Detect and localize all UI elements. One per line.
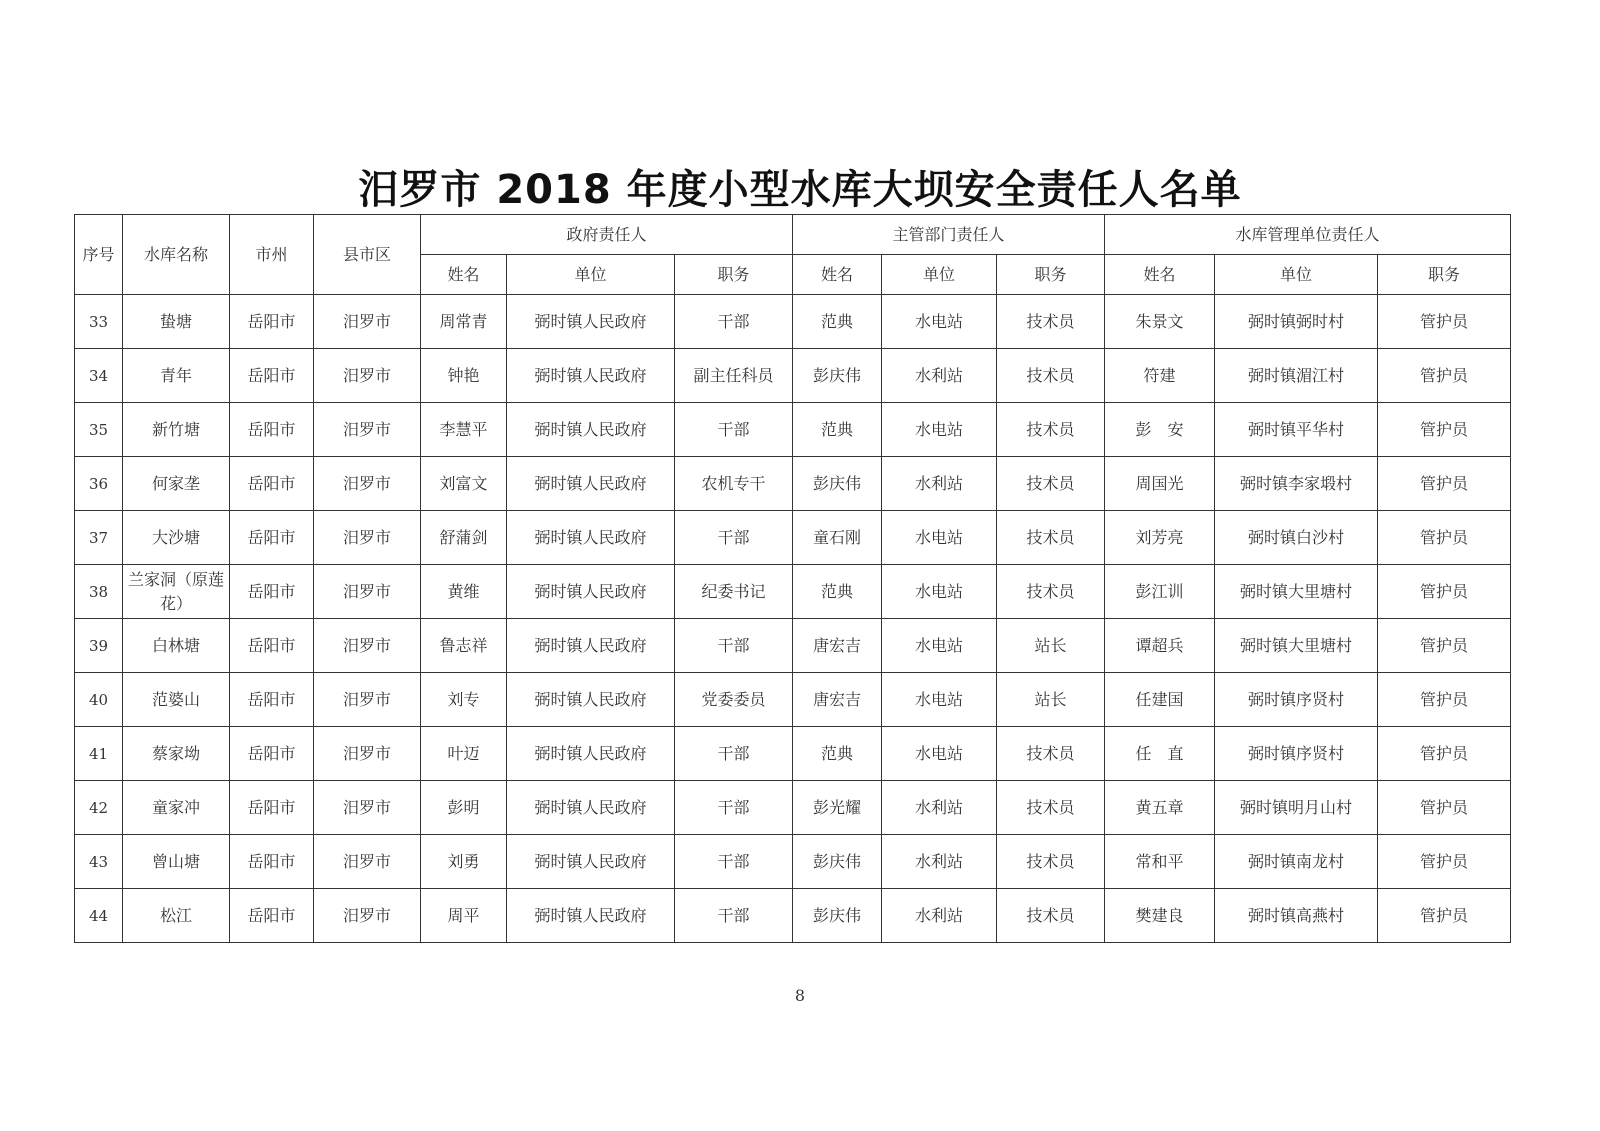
- cell-dept-name: 唐宏吉: [793, 673, 882, 727]
- cell-mgmt-unit: 弼时镇白沙村: [1215, 511, 1378, 565]
- cell-mgmt-unit: 弼时镇李家塅村: [1215, 457, 1378, 511]
- header-group-management: 水库管理单位责任人: [1105, 215, 1511, 255]
- cell-mgmt-name: 谭超兵: [1105, 619, 1215, 673]
- header-dept-unit: 单位: [882, 255, 997, 295]
- cell-county: 汨罗市: [314, 349, 421, 403]
- cell-county: 汨罗市: [314, 565, 421, 619]
- cell-county: 汨罗市: [314, 511, 421, 565]
- header-seq: 序号: [75, 215, 123, 295]
- cell-dept-post: 技术员: [997, 835, 1105, 889]
- cell-seq: 43: [75, 835, 123, 889]
- cell-dept-name: 彭庆伟: [793, 349, 882, 403]
- cell-gov-name: 周常青: [421, 295, 507, 349]
- header-prefecture: 市州: [230, 215, 314, 295]
- cell-mgmt-name: 刘芳亮: [1105, 511, 1215, 565]
- cell-prefecture: 岳阳市: [230, 295, 314, 349]
- cell-dept-unit: 水电站: [882, 673, 997, 727]
- cell-gov-unit: 弼时镇人民政府: [507, 889, 675, 943]
- cell-dept-name: 彭庆伟: [793, 835, 882, 889]
- cell-dept-name: 范典: [793, 565, 882, 619]
- table-row: [75, 349, 1511, 403]
- header-reservoir: 水库名称: [123, 215, 230, 295]
- cell-gov-unit: 弼时镇人民政府: [507, 727, 675, 781]
- cell-county: 汨罗市: [314, 403, 421, 457]
- cell-mgmt-name: 彭江训: [1105, 565, 1215, 619]
- cell-seq: 39: [75, 619, 123, 673]
- cell-mgmt-unit: 弼时镇平华村: [1215, 403, 1378, 457]
- cell-gov-post: 干部: [675, 835, 793, 889]
- cell-gov-unit: 弼时镇人民政府: [507, 349, 675, 403]
- cell-dept-name: 童石刚: [793, 511, 882, 565]
- cell-dept-name: 范典: [793, 403, 882, 457]
- cell-mgmt-post: 管护员: [1378, 403, 1511, 457]
- cell-reservoir: 松江: [123, 889, 230, 943]
- cell-mgmt-name: 黄五章: [1105, 781, 1215, 835]
- table-row: [75, 565, 1511, 619]
- cell-dept-unit: 水利站: [882, 889, 997, 943]
- cell-prefecture: 岳阳市: [230, 619, 314, 673]
- table-row: [75, 835, 1511, 889]
- cell-gov-unit: 弼时镇人民政府: [507, 565, 675, 619]
- cell-dept-name: 范典: [793, 727, 882, 781]
- cell-dept-post: 技术员: [997, 889, 1105, 943]
- cell-gov-post: 干部: [675, 511, 793, 565]
- cell-mgmt-name: 常和平: [1105, 835, 1215, 889]
- cell-dept-post: 技术员: [997, 781, 1105, 835]
- cell-dept-unit: 水电站: [882, 403, 997, 457]
- cell-county: 汨罗市: [314, 295, 421, 349]
- cell-gov-name: 黄维: [421, 565, 507, 619]
- cell-seq: 38: [75, 565, 123, 619]
- cell-mgmt-name: 樊建良: [1105, 889, 1215, 943]
- cell-dept-name: 唐宏吉: [793, 619, 882, 673]
- cell-dept-unit: 水利站: [882, 349, 997, 403]
- cell-mgmt-post: 管护员: [1378, 349, 1511, 403]
- cell-mgmt-post: 管护员: [1378, 727, 1511, 781]
- cell-prefecture: 岳阳市: [230, 889, 314, 943]
- cell-reservoir: 新竹塘: [123, 403, 230, 457]
- cell-prefecture: 岳阳市: [230, 403, 314, 457]
- cell-gov-post: 干部: [675, 619, 793, 673]
- header-mgmt-unit: 单位: [1215, 255, 1378, 295]
- cell-dept-name: 彭庆伟: [793, 889, 882, 943]
- cell-seq: 35: [75, 403, 123, 457]
- header-gov-unit: 单位: [507, 255, 675, 295]
- cell-prefecture: 岳阳市: [230, 457, 314, 511]
- cell-seq: 34: [75, 349, 123, 403]
- cell-reservoir: 何家垄: [123, 457, 230, 511]
- cell-mgmt-unit: 弼时镇大里塘村: [1215, 565, 1378, 619]
- cell-mgmt-name: 朱景文: [1105, 295, 1215, 349]
- cell-gov-name: 叶迈: [421, 727, 507, 781]
- cell-mgmt-unit: 弼时镇弼时村: [1215, 295, 1378, 349]
- cell-gov-name: 彭明: [421, 781, 507, 835]
- cell-gov-name: 周平: [421, 889, 507, 943]
- table-row: [75, 673, 1511, 727]
- cell-gov-name: 刘富文: [421, 457, 507, 511]
- cell-county: 汨罗市: [314, 457, 421, 511]
- cell-mgmt-unit: 弼时镇明月山村: [1215, 781, 1378, 835]
- cell-gov-name: 钟艳: [421, 349, 507, 403]
- header-gov-name: 姓名: [421, 255, 507, 295]
- cell-gov-post: 干部: [675, 403, 793, 457]
- table-row: [75, 457, 1511, 511]
- responsibility-table: [74, 214, 1511, 943]
- cell-gov-name: 李慧平: [421, 403, 507, 457]
- cell-reservoir: 曾山塘: [123, 835, 230, 889]
- cell-county: 汨罗市: [314, 673, 421, 727]
- cell-dept-post: 技术员: [997, 349, 1105, 403]
- cell-dept-name: 彭庆伟: [793, 457, 882, 511]
- cell-reservoir: 童家冲: [123, 781, 230, 835]
- cell-dept-post: 技术员: [997, 565, 1105, 619]
- cell-gov-unit: 弼时镇人民政府: [507, 295, 675, 349]
- cell-dept-unit: 水电站: [882, 511, 997, 565]
- cell-dept-post: 站长: [997, 673, 1105, 727]
- table-header: [75, 215, 1511, 295]
- header-group-government: 政府责任人: [421, 215, 793, 255]
- cell-gov-unit: 弼时镇人民政府: [507, 457, 675, 511]
- cell-dept-post: 技术员: [997, 403, 1105, 457]
- cell-seq: 36: [75, 457, 123, 511]
- cell-gov-name: 鲁志祥: [421, 619, 507, 673]
- cell-mgmt-post: 管护员: [1378, 295, 1511, 349]
- cell-dept-name: 彭光耀: [793, 781, 882, 835]
- cell-county: 汨罗市: [314, 781, 421, 835]
- cell-gov-unit: 弼时镇人民政府: [507, 619, 675, 673]
- cell-mgmt-name: 彭 安: [1105, 403, 1215, 457]
- header-gov-post: 职务: [675, 255, 793, 295]
- cell-prefecture: 岳阳市: [230, 727, 314, 781]
- cell-mgmt-unit: 弼时镇大里塘村: [1215, 619, 1378, 673]
- cell-gov-post: 干部: [675, 727, 793, 781]
- cell-mgmt-unit: 弼时镇南龙村: [1215, 835, 1378, 889]
- table-row: [75, 781, 1511, 835]
- cell-dept-post: 技术员: [997, 511, 1105, 565]
- cell-county: 汨罗市: [314, 835, 421, 889]
- cell-seq: 33: [75, 295, 123, 349]
- cell-mgmt-unit: 弼时镇序贤村: [1215, 727, 1378, 781]
- cell-mgmt-name: 任建国: [1105, 673, 1215, 727]
- header-mgmt-post: 职务: [1378, 255, 1511, 295]
- cell-mgmt-unit: 弼时镇湄江村: [1215, 349, 1378, 403]
- cell-gov-post: 干部: [675, 295, 793, 349]
- cell-gov-unit: 弼时镇人民政府: [507, 835, 675, 889]
- cell-gov-unit: 弼时镇人民政府: [507, 403, 675, 457]
- table-row: [75, 403, 1511, 457]
- cell-mgmt-unit: 弼时镇序贤村: [1215, 673, 1378, 727]
- cell-prefecture: 岳阳市: [230, 565, 314, 619]
- cell-dept-unit: 水电站: [882, 565, 997, 619]
- table-row: [75, 889, 1511, 943]
- cell-county: 汨罗市: [314, 889, 421, 943]
- cell-dept-post: 技术员: [997, 727, 1105, 781]
- cell-seq: 44: [75, 889, 123, 943]
- cell-prefecture: 岳阳市: [230, 511, 314, 565]
- header-dept-name: 姓名: [793, 255, 882, 295]
- header-mgmt-name: 姓名: [1105, 255, 1215, 295]
- cell-reservoir: 范婆山: [123, 673, 230, 727]
- cell-county: 汨罗市: [314, 727, 421, 781]
- cell-dept-unit: 水电站: [882, 619, 997, 673]
- table-row: [75, 619, 1511, 673]
- cell-seq: 42: [75, 781, 123, 835]
- cell-dept-unit: 水利站: [882, 781, 997, 835]
- cell-dept-unit: 水利站: [882, 457, 997, 511]
- cell-gov-name: 舒蒲剑: [421, 511, 507, 565]
- cell-gov-unit: 弼时镇人民政府: [507, 511, 675, 565]
- cell-mgmt-name: 符建: [1105, 349, 1215, 403]
- cell-dept-post: 技术员: [997, 295, 1105, 349]
- cell-reservoir: 蔡家坳: [123, 727, 230, 781]
- cell-mgmt-post: 管护员: [1378, 781, 1511, 835]
- cell-prefecture: 岳阳市: [230, 781, 314, 835]
- cell-dept-post: 技术员: [997, 457, 1105, 511]
- cell-reservoir: 青年: [123, 349, 230, 403]
- cell-gov-name: 刘专: [421, 673, 507, 727]
- cell-gov-unit: 弼时镇人民政府: [507, 673, 675, 727]
- cell-mgmt-post: 管护员: [1378, 619, 1511, 673]
- cell-mgmt-post: 管护员: [1378, 835, 1511, 889]
- cell-reservoir: 兰家洞（原莲花）: [123, 565, 230, 619]
- cell-gov-name: 刘勇: [421, 835, 507, 889]
- cell-mgmt-unit: 弼时镇高燕村: [1215, 889, 1378, 943]
- header-dept-post: 职务: [997, 255, 1105, 295]
- table-row: [75, 295, 1511, 349]
- cell-gov-post: 农机专干: [675, 457, 793, 511]
- cell-seq: 40: [75, 673, 123, 727]
- cell-prefecture: 岳阳市: [230, 673, 314, 727]
- cell-mgmt-post: 管护员: [1378, 511, 1511, 565]
- cell-reservoir: 白林塘: [123, 619, 230, 673]
- cell-mgmt-name: 周国光: [1105, 457, 1215, 511]
- table-row: [75, 511, 1511, 565]
- cell-gov-post: 干部: [675, 781, 793, 835]
- cell-mgmt-post: 管护员: [1378, 673, 1511, 727]
- cell-mgmt-name: 任 直: [1105, 727, 1215, 781]
- cell-gov-post: 纪委书记: [675, 565, 793, 619]
- table-body: [75, 295, 1511, 943]
- cell-gov-unit: 弼时镇人民政府: [507, 781, 675, 835]
- cell-gov-post: 干部: [675, 889, 793, 943]
- cell-gov-post: 党委委员: [675, 673, 793, 727]
- table-row: [75, 727, 1511, 781]
- cell-county: 汨罗市: [314, 619, 421, 673]
- cell-dept-name: 范典: [793, 295, 882, 349]
- cell-mgmt-post: 管护员: [1378, 565, 1511, 619]
- cell-mgmt-post: 管护员: [1378, 889, 1511, 943]
- cell-reservoir: 蛰塘: [123, 295, 230, 349]
- cell-prefecture: 岳阳市: [230, 835, 314, 889]
- header-county: 县市区: [314, 215, 421, 295]
- header-group-department: 主管部门责任人: [793, 215, 1105, 255]
- cell-dept-post: 站长: [997, 619, 1105, 673]
- page-number: 8: [794, 986, 806, 1005]
- page-title: 汨罗市 2018 年度小型水库大坝安全责任人名单: [358, 167, 1242, 213]
- cell-dept-unit: 水利站: [882, 835, 997, 889]
- cell-dept-unit: 水电站: [882, 727, 997, 781]
- cell-dept-unit: 水电站: [882, 295, 997, 349]
- cell-seq: 41: [75, 727, 123, 781]
- cell-seq: 37: [75, 511, 123, 565]
- cell-reservoir: 大沙塘: [123, 511, 230, 565]
- cell-gov-post: 副主任科员: [675, 349, 793, 403]
- cell-mgmt-post: 管护员: [1378, 457, 1511, 511]
- cell-prefecture: 岳阳市: [230, 349, 314, 403]
